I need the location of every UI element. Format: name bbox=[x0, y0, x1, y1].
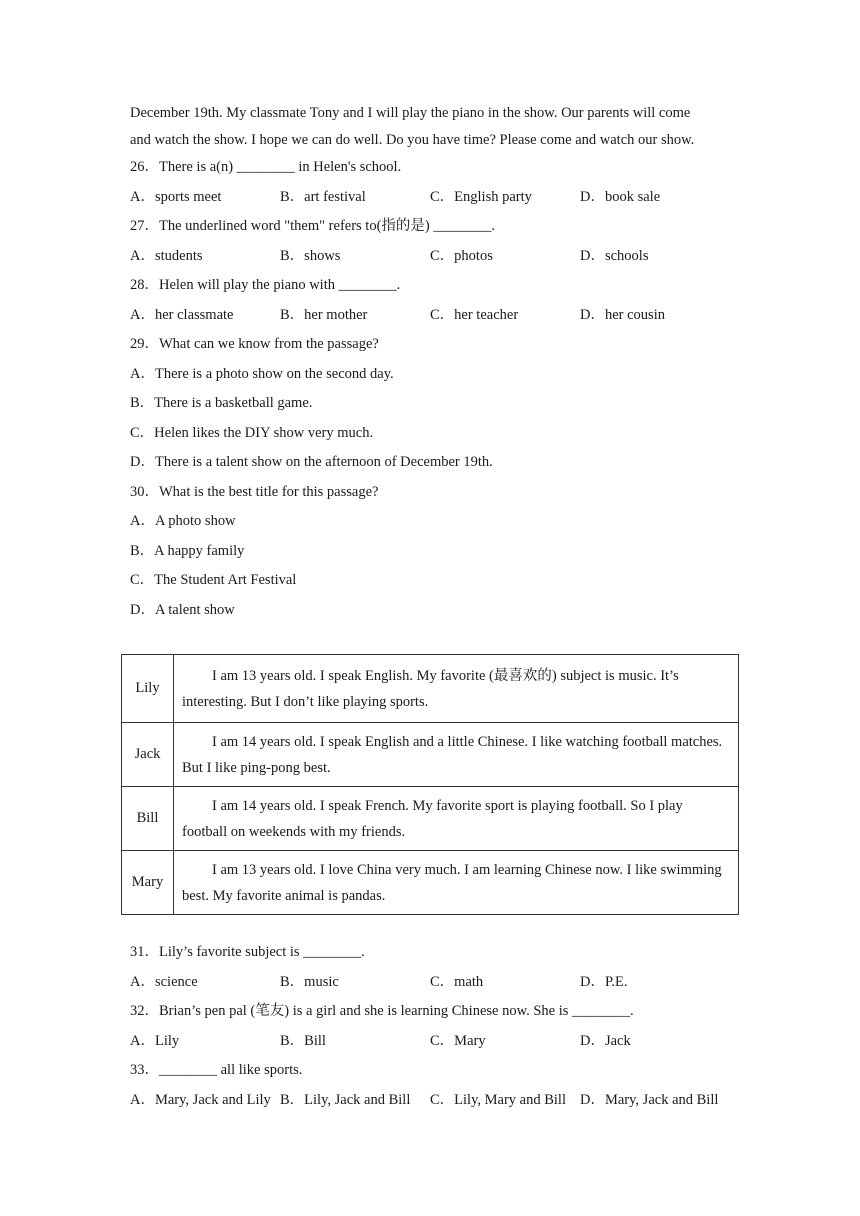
options-row bbox=[130, 1027, 740, 1057]
options-row bbox=[130, 242, 740, 272]
option[interactable]: D．There is a talent show on the afternoon of December 19th. bbox=[130, 454, 493, 470]
question-stem: 32．Brian’s pen pal (笔友) is a girl and she is learning Chinese now. She is ________. bbox=[130, 1003, 634, 1019]
option[interactable]: D．A talent show bbox=[130, 601, 235, 618]
option[interactable]: B．music bbox=[280, 973, 339, 990]
option[interactable]: D．Jack bbox=[580, 1032, 631, 1049]
options-row bbox=[130, 301, 740, 331]
pal-text: I am 13 years old. I love China very much. I am learning Chinese now. I like swimming best. My favorite animal is pandas. bbox=[182, 861, 722, 904]
pal-name: Mary bbox=[122, 851, 174, 915]
option[interactable]: C．English party bbox=[430, 188, 532, 205]
option[interactable]: A．Lily bbox=[130, 1032, 180, 1049]
option[interactable]: C．math bbox=[430, 973, 484, 990]
question-stem: 27．The underlined word "them" refers to(指的是) ________. bbox=[130, 218, 495, 234]
pal-description bbox=[174, 787, 739, 851]
option[interactable]: A．Mary, Jack and Lily bbox=[130, 1091, 271, 1108]
option[interactable]: B．Bill bbox=[280, 1032, 326, 1049]
option[interactable]: A．sports meet bbox=[130, 188, 222, 205]
option[interactable]: A．There is a photo show on the second day. bbox=[130, 365, 394, 382]
pal-text: I am 14 years old. I speak French. My favorite sport is playing football. So I play football on weekends with my friends. bbox=[182, 797, 683, 840]
table-row bbox=[122, 851, 739, 915]
option[interactable]: B．shows bbox=[280, 247, 341, 264]
option[interactable]: A．science bbox=[130, 973, 198, 990]
table-row bbox=[122, 787, 739, 851]
option[interactable]: C．Lily, Mary and Bill bbox=[430, 1091, 566, 1108]
question-stem: 33．________ all like sports. bbox=[130, 1062, 303, 1078]
option[interactable]: B．Lily, Jack and Bill bbox=[280, 1091, 411, 1108]
option[interactable]: D．book sale bbox=[580, 188, 661, 205]
intro-line: and watch the show. I hope we can do well. Do you have time? Please come and watch our show. bbox=[130, 131, 695, 148]
option[interactable]: A．students bbox=[130, 247, 203, 264]
option[interactable]: C．Mary bbox=[430, 1032, 486, 1049]
option[interactable]: A．her classmate bbox=[130, 306, 234, 323]
pal-text: I am 13 years old. I speak English. My favorite (最喜欢的) subject is music. It’s interesting. But I don’t like playing sports. bbox=[182, 667, 679, 710]
intro-line: December 19th. My classmate Tony and I will play the piano in the show. Our parents will come bbox=[130, 105, 691, 121]
option[interactable]: D．P.E. bbox=[580, 973, 628, 990]
option[interactable]: B．her mother bbox=[280, 306, 368, 323]
option[interactable]: C．photos bbox=[430, 247, 493, 264]
pal-name: Jack bbox=[122, 723, 174, 787]
pal-description bbox=[174, 723, 739, 787]
pal-name: Bill bbox=[122, 787, 174, 851]
options-row bbox=[130, 183, 740, 213]
option[interactable]: C．Helen likes the DIY show very much. bbox=[130, 424, 374, 441]
pal-name: Lily bbox=[122, 655, 174, 723]
options-row bbox=[130, 968, 740, 998]
questions-section-2 bbox=[130, 938, 740, 1115]
option[interactable]: D．her cousin bbox=[580, 306, 665, 323]
question-stem: 26．There is a(n) ________ in Helen's school. bbox=[130, 159, 402, 175]
question-stem: 30．What is the best title for this passage? bbox=[130, 483, 379, 500]
options-row bbox=[130, 1086, 740, 1116]
pal-description bbox=[174, 851, 739, 915]
question-stem: 28．Helen will play the piano with ________. bbox=[130, 277, 401, 293]
question-stem: 31．Lily’s favorite subject is ________. bbox=[130, 944, 365, 960]
option[interactable]: D．Mary, Jack and Bill bbox=[580, 1091, 719, 1108]
option[interactable]: C．her teacher bbox=[430, 306, 519, 323]
pen-pals-table bbox=[121, 654, 739, 915]
table-row bbox=[122, 655, 739, 723]
option[interactable]: B．A happy family bbox=[130, 542, 245, 559]
passage-section bbox=[130, 100, 740, 625]
option[interactable]: B．art festival bbox=[280, 188, 366, 205]
option[interactable]: B．There is a basketball game. bbox=[130, 395, 313, 411]
option[interactable]: D．schools bbox=[580, 247, 649, 264]
table-row bbox=[122, 723, 739, 787]
pal-description bbox=[174, 655, 739, 723]
option[interactable]: C．The Student Art Festival bbox=[130, 572, 297, 588]
option[interactable]: A．A photo show bbox=[130, 513, 236, 529]
pal-text: I am 14 years old. I speak English and a little Chinese. I like watching football matches. But I like ping-pong best. bbox=[182, 733, 723, 776]
question-stem: 29．What can we know from the passage? bbox=[130, 336, 379, 352]
